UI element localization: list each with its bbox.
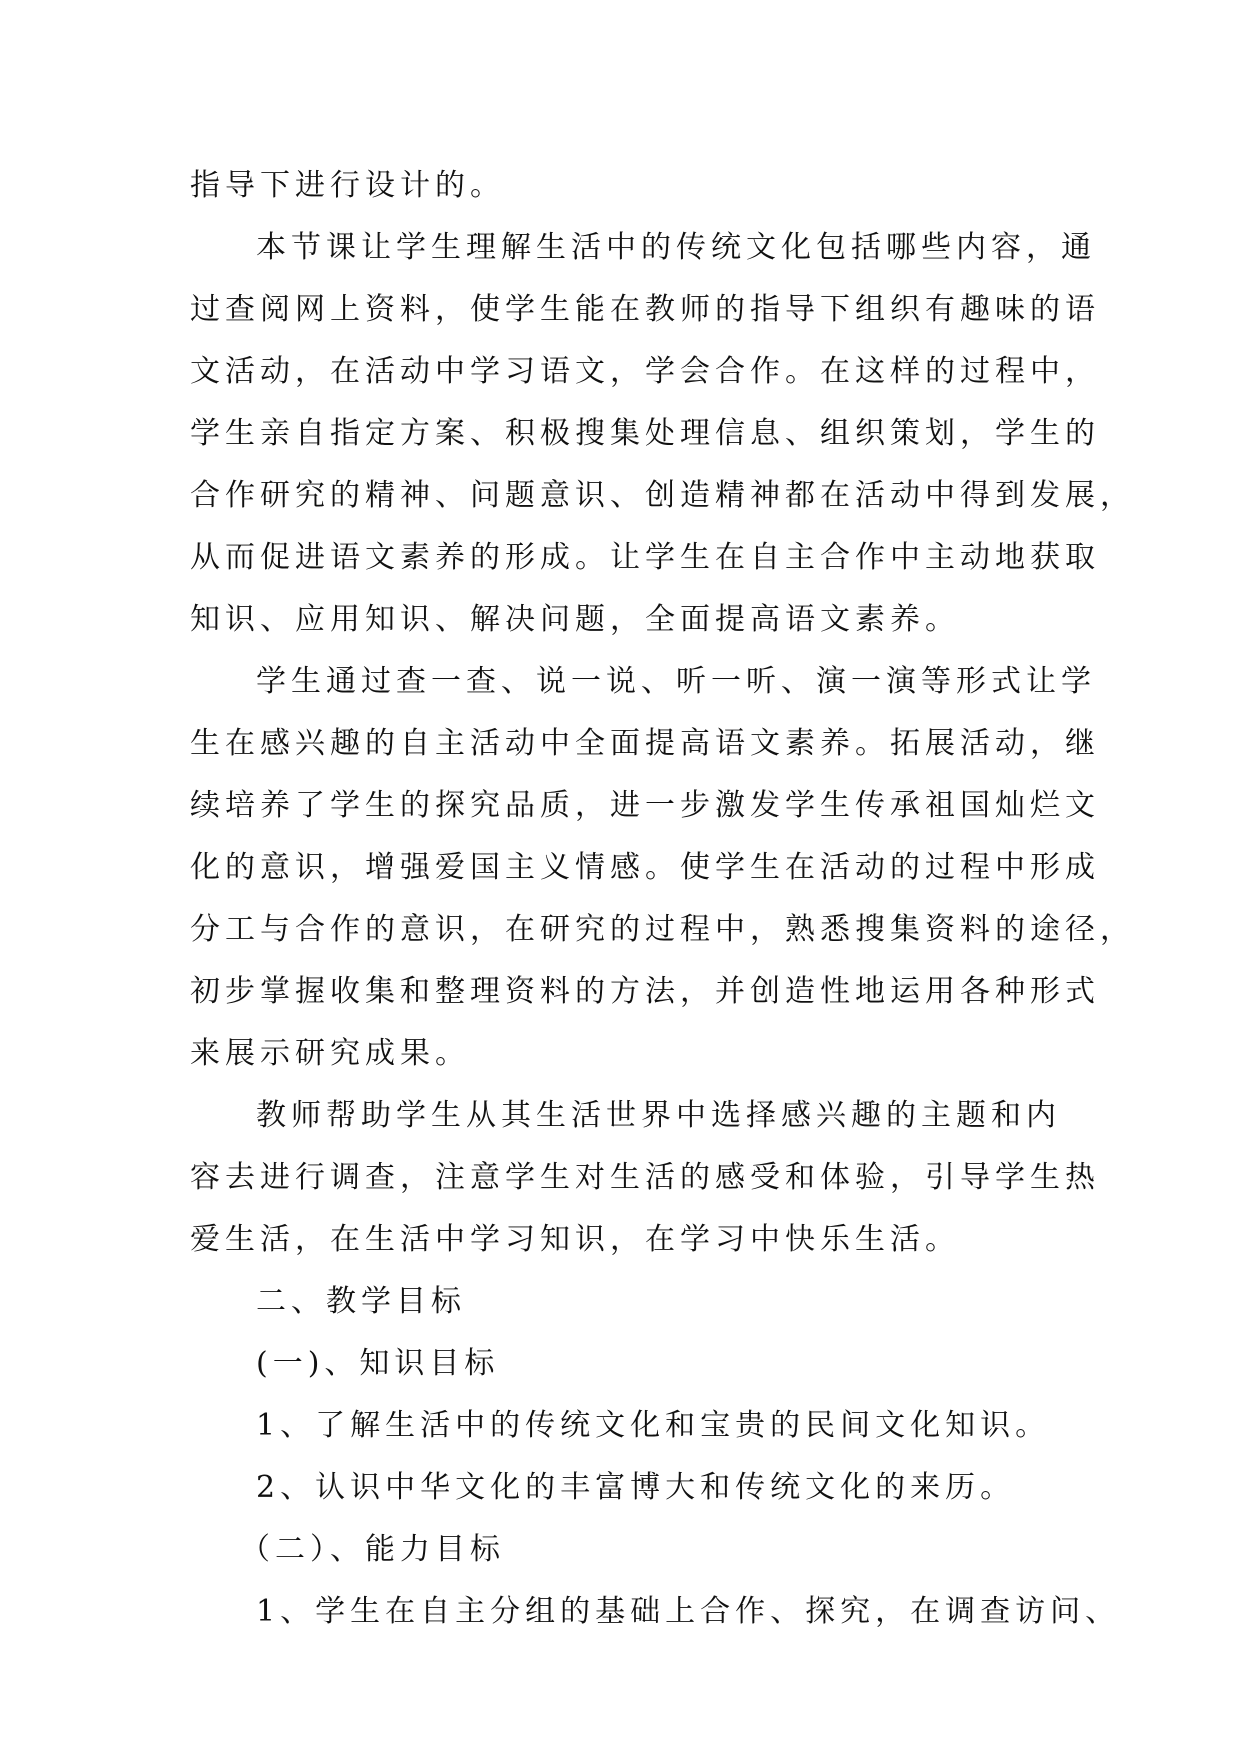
text-line: 学生亲自指定方案、积极搜集处理信息、组织策划，学生的 — [190, 416, 1100, 451]
text-line: 合作研究的精神、问题意识、创造精神都在活动中得到发展， — [190, 478, 1135, 513]
text-line: 从而促进语文素养的形成。让学生在自主合作中主动地获取 — [190, 540, 1100, 575]
section-heading: 二、教学目标 — [256, 1284, 466, 1319]
list-item: 1、了解生活中的传统文化和宝贵的民间文化知识。 — [256, 1408, 1051, 1443]
text-line: 续培养了学生的探究品质，进一步激发学生传承祖国灿烂文 — [190, 788, 1100, 823]
document-body — [190, 155, 1135, 1643]
paragraph-start-line: 本节课让学生理解生活中的传统文化包括哪些内容，通 — [256, 230, 1096, 265]
list-item: 2、认识中华文化的丰富博大和传统文化的来历。 — [256, 1470, 1016, 1505]
text-line: 指导下进行设计的。 — [190, 168, 505, 203]
text-line: 分工与合作的意识，在研究的过程中，熟悉搜集资料的途径， — [190, 912, 1135, 947]
subsection-heading: (一)、知识目标 — [256, 1346, 500, 1381]
paragraph-start-line: 教师帮助学生从其生活世界中选择感兴趣的主题和内 — [256, 1098, 1061, 1133]
text-line: 容去进行调查，注意学生对生活的感受和体验，引导学生热 — [190, 1160, 1100, 1195]
text-line: 文活动，在活动中学习语文，学会合作。在这样的过程中， — [190, 354, 1100, 389]
list-item: 1、学生在自主分组的基础上合作、探究，在调查访问、 — [256, 1594, 1121, 1629]
text-line: 爱生活，在生活中学习知识，在学习中快乐生活。 — [190, 1222, 960, 1257]
text-line: 知识、应用知识、解决问题，全面提高语文素养。 — [190, 602, 960, 637]
text-line: 生在感兴趣的自主活动中全面提高语文素养。拓展活动，继 — [190, 726, 1100, 761]
text-line: 来展示研究成果。 — [190, 1036, 470, 1071]
subsection-heading: （二）、能力目标 — [240, 1532, 505, 1567]
text-line: 化的意识，增强爱国主义情感。使学生在活动的过程中形成 — [190, 850, 1100, 885]
paragraph-start-line: 学生通过查一查、说一说、听一听、演一演等形式让学 — [256, 664, 1096, 699]
text-line: 过查阅网上资料，使学生能在教师的指导下组织有趣味的语 — [190, 292, 1100, 327]
text-line: 初步掌握收集和整理资料的方法，并创造性地运用各种形式 — [190, 974, 1100, 1009]
